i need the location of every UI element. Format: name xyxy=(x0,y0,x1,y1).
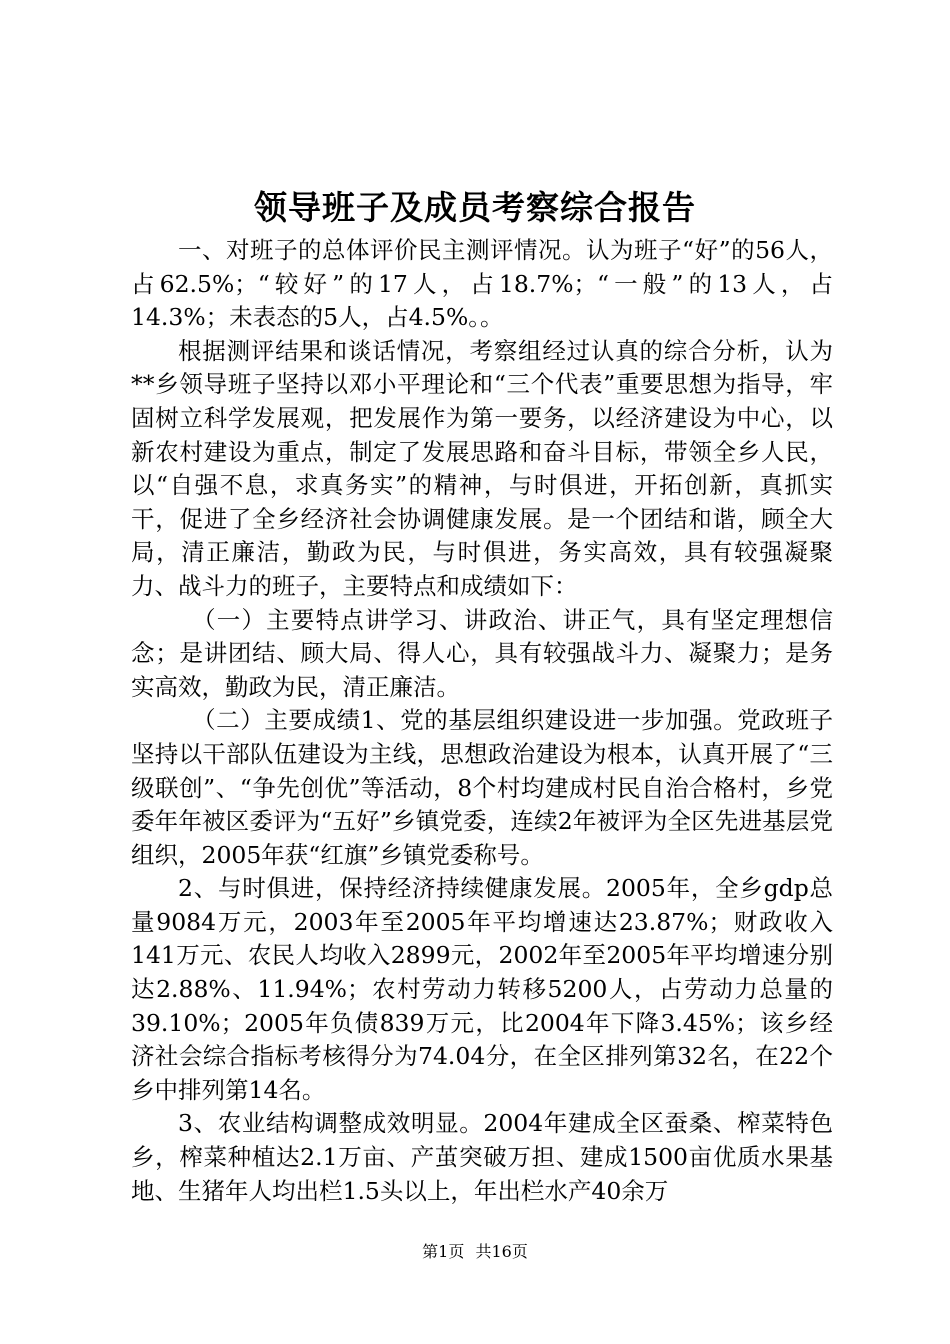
paragraph-evaluation: 一、对班子的总体评价民主测评情况。认为班子“好”的56人，占62.5%；“较好”的17人，占18.7%；“一般”的13人，占14.3%；未表态的5人，占4.5%。。 xyxy=(131,236,833,332)
page-total: 共16页 xyxy=(475,1242,528,1261)
document-body xyxy=(131,234,833,1208)
document-title: 领导班子及成员考察综合报告 xyxy=(254,188,696,227)
page-number: 第1页 xyxy=(422,1242,465,1261)
paragraph-economy: 2、与时俱进，保持经济持续健康发展。2005年，全乡gdp总量9084万元，2003年至2005年平均增速达23.87%；财政收入141万元、农民人均收入2899元，2002年至2005年平均增速分别达2.88%、11.94%；农村劳动力转移5200人，占劳动力总量的39.10%；2005年负债839万元，比2004年下降3.45%；该乡经济社会综合指标考核得分为74.04分，在全区排列第32名，在22个乡中排列第14名。 xyxy=(131,874,833,1104)
paragraph-analysis: 根据测评结果和谈话情况，考察组经过认真的综合分析，认为**乡领导班子坚持以邓小平理论和“三个代表”重要思想为指导，牢固树立科学发展观，把发展作为第一要务，以经济建设为中心，以新农村建设为重点，制定了发展思路和奋斗目标，带领全乡人民，以“自强不息，求真务实”的精神，与时俱进，开拓创新，真抓实干，促进了全乡经济社会协调健康发展。是一个团结和谐，顾全大局，清正廉洁，勤政为民，与时俱进，务实高效，具有较强凝聚力、战斗力的班子，主要特点和成绩如下： xyxy=(131,336,833,600)
paragraph-agriculture: 3、农业结构调整成效明显。2004年建成全区蚕桑、榨菜特色乡，榨菜种植达2.1万亩、产茧突破万担、建成1500亩优质水果基地、生猪年人均出栏1.5头以上，年出栏水产40余万 xyxy=(131,1109,833,1205)
paragraph-achievements: （二）主要成绩1、党的基层组织建设进一步加强。党政班子坚持以干部队伍建设为主线，思想政治建设为根本，认真开展了“三级联创”、“争先创优”等活动，8个村均建成村民自治合格村，乡党委年年被区委评为“五好”乡镇党委，连续2年被评为全区先进基层党组织，2005年获“红旗”乡镇党委称号。 xyxy=(131,706,833,869)
page-footer xyxy=(0,1240,950,1264)
paragraph-features: （一）主要特点讲学习、讲政治、讲正气，具有坚定理想信念；是讲团结、顾大局、得人心，具有较强战斗力、凝聚力；是务实高效，勤政为民，清正廉洁。 xyxy=(131,605,833,701)
